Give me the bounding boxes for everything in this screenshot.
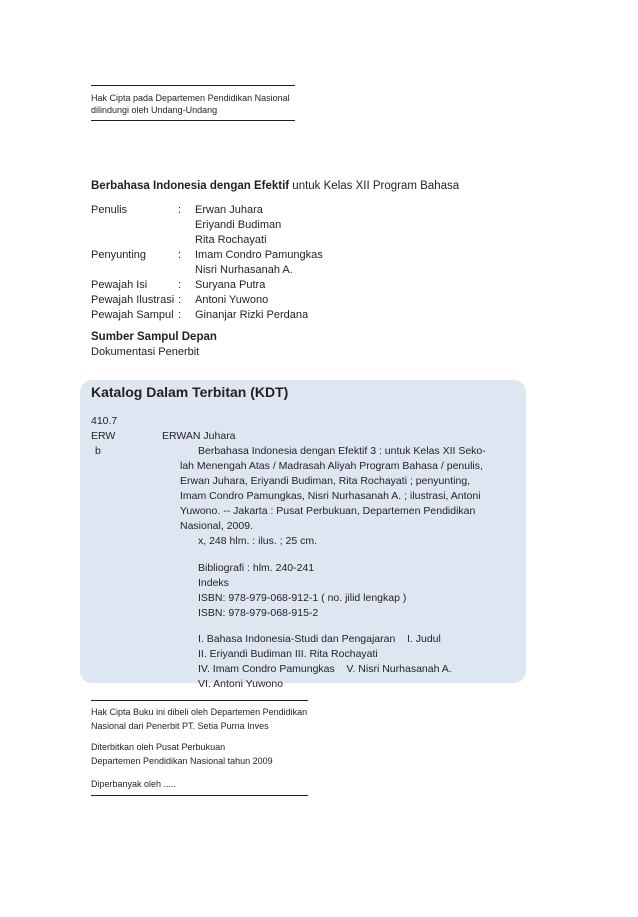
kdt-tracing: VI. Antoni Yuwono [198,678,284,690]
kdt-tracing: IV. Imam Condro Pamungkas V. Nisri Nurhasanah A. [198,663,452,675]
kdt-title: Katalog Dalam Terbitan (KDT) [91,384,289,400]
kdt-physical: x, 248 hlm. : ilus. ; 25 cm. [198,535,318,547]
credit-role: Pewajah Isi [91,279,148,291]
kdt-description-line: Berbahasa Indonesia dengan Efektif 3 : untuk Kelas XII Seko- [198,445,486,457]
credit-name: Nisri Nurhasanah A. [195,264,293,276]
kdt-description-line: lah Menengah Atas / Madrasah Aliyah Program Bahasa / penulis, [180,460,483,472]
kdt-tracing: I. Bahasa Indonesia-Studi dan Pengajaran I. Judul [198,633,441,645]
footer-rule-lower [91,795,308,796]
copyright-line-1: Hak Cipta pada Departemen Pendidikan Nasional [91,93,290,103]
credit-colon: : [178,294,182,306]
cover-source-value: Dokumentasi Penerbit [91,346,200,358]
purchase-line-2: Nasional dari Penerbit PT. Setia Purna Inves [91,721,269,731]
credit-role: Penulis [91,204,128,216]
kdt-note: ISBN: 978-979-068-912-1 ( no. jilid lengkap ) [198,592,407,604]
credit-name: Erwan Juhara [195,204,263,216]
kdt-author: ERWAN Juhara [162,430,236,442]
purchase-line-1: Hak Cipta Buku ini dibeli oleh Departemen Pendidikan [91,707,308,717]
footer-rule-upper [91,700,308,701]
credit-role: Penyunting [91,249,147,261]
kdt-author-code: ERW [91,430,116,442]
reproduced-line: Diperbanyak oleh ..... [91,779,177,789]
kdt-description-line: Yuwono. -- Jakarta : Pusat Perbukuan, Departemen Pendidikan [180,505,476,517]
credit-colon: : [178,204,182,216]
cover-source-heading: Sumber Sampul Depan [91,331,217,343]
credit-name: Eriyandi Budiman [195,219,282,231]
credit-colon: : [178,309,182,321]
kdt-description-line: Imam Condro Pamungkas, Nisri Nurhasanah A. ; ilustrasi, Antoni [180,490,481,502]
published-line-1: Diterbitkan oleh Pusat Perbukuan [91,742,226,752]
book-title-rest: untuk Kelas XII Program Bahasa [289,180,460,192]
book-title-bold: Berbahasa Indonesia dengan Efektif [91,180,290,192]
credit-name: Rita Rochayati [195,234,267,246]
credit-name: Suryana Putra [195,279,266,291]
kdt-description-line: Erwan Juhara, Eriyandi Budiman, Rita Rochayati ; penyunting, [180,475,471,487]
kdt-note: Bibliografi : hlm. 240-241 [198,562,315,574]
kdt-title-code: b [95,445,101,457]
top-rule-upper [91,85,295,86]
kdt-note: Indeks [198,577,229,589]
credit-name: Antoni Yuwono [195,294,269,306]
kdt-tracing: II. Eriyandi Budiman III. Rita Rochayati [198,648,378,660]
credit-role: Pewajah Ilustrasi [91,294,175,306]
kdt-class-number: 410.7 [91,415,118,427]
kdt-note: ISBN: 978-979-068-915-2 [198,607,319,619]
kdt-description-line: Nasional, 2009. [180,520,253,532]
credit-name: Ginanjar Rizki Perdana [195,309,309,321]
credit-colon: : [178,279,182,291]
credit-role: Pewajah Sampul [91,309,174,321]
credit-colon: : [178,249,182,261]
top-rule-lower [91,120,295,121]
copyright-line-2: dilindungi oleh Undang-Undang [91,105,218,115]
published-line-2: Departemen Pendidikan Nasional tahun 2009 [91,756,273,766]
credit-name: Imam Condro Pamungkas [195,249,323,261]
book-title [91,180,459,192]
